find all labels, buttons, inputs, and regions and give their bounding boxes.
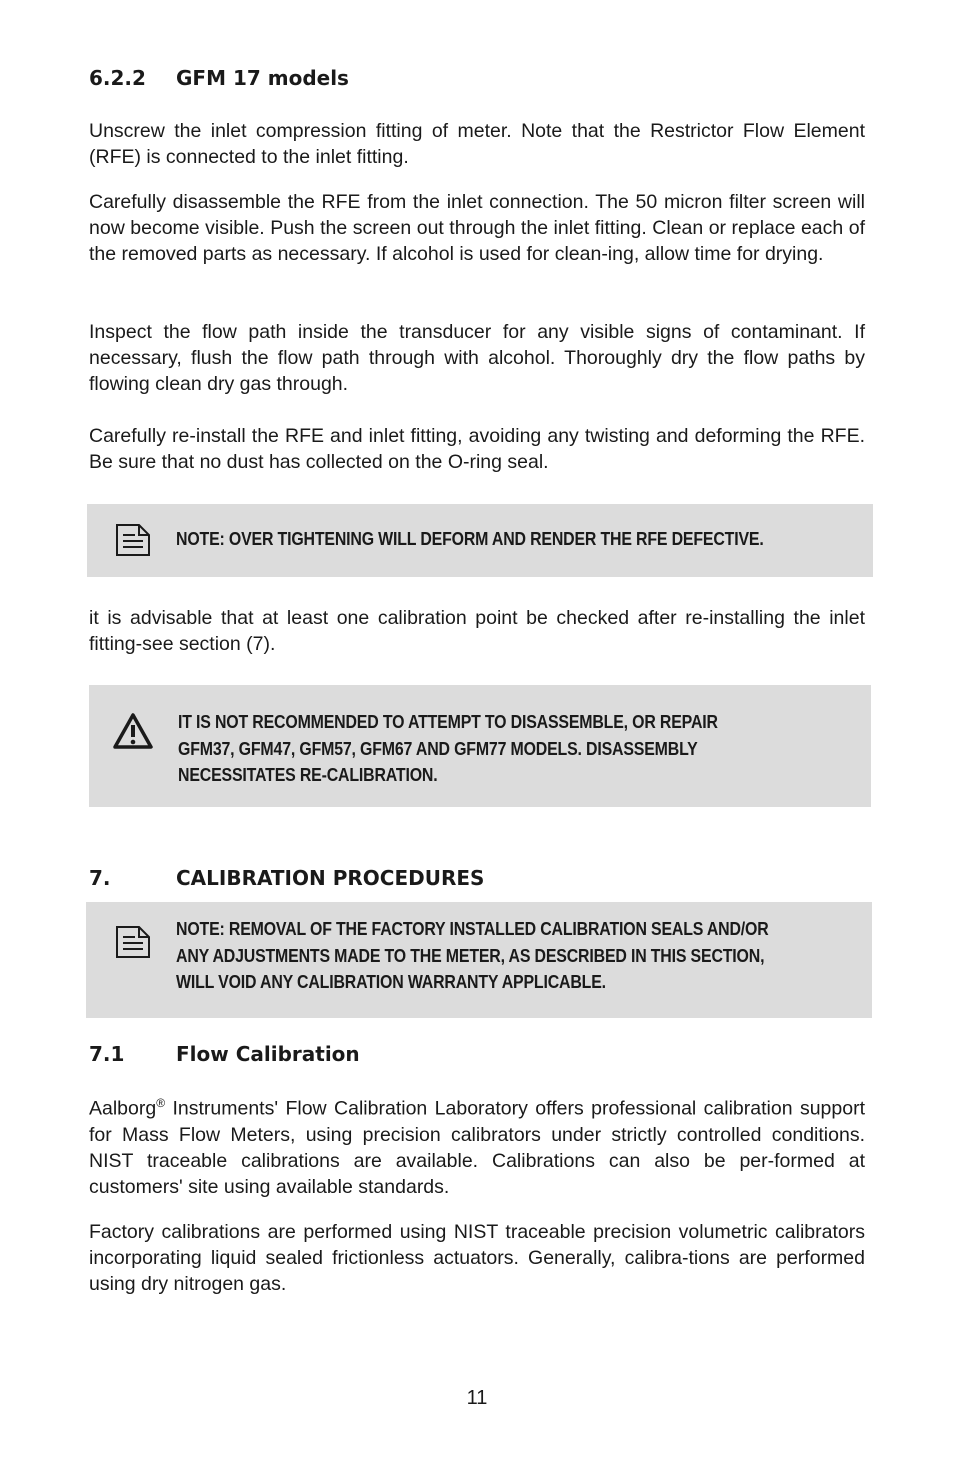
warning-line: IT IS NOT RECOMMENDED TO ATTEMPT TO DISASSEMBLE, OR REPAIR	[178, 711, 718, 732]
warning-line: NECESSITATES RE-CALIBRATION.	[178, 764, 438, 785]
section-heading-7-1	[89, 1042, 360, 1066]
note-line: ANY ADJUSTMENTS MADE TO THE METER, AS DESCRIBED IN THIS SECTION,	[176, 944, 765, 966]
note-box-rfe	[87, 504, 873, 577]
section-number: 7.	[89, 866, 111, 890]
warning-box-disassemble	[89, 685, 871, 807]
paragraph-disassemble: Carefully disassemble the RFE from the inlet connection. The 50 micron filter screen will now become visible. Push the screen out through the inlet fitting. Clean or replace each of the removed parts as necessary. If alcohol is used for clean-ing, allow time for drying.	[89, 191, 865, 265]
section-title: GFM 17 models	[176, 66, 349, 90]
paragraph-inspect: Inspect the flow path inside the transducer for any visible signs of contaminant. If necessary, flush the flow path through with alcohol. Thoroughly dry the flow paths by flowing clean dry gas through.	[89, 321, 865, 395]
section-title: CALIBRATION PROCEDURES	[176, 866, 485, 890]
page-number: 11	[466, 1387, 488, 1409]
registered-mark: ®	[156, 1096, 166, 1110]
note-line: NOTE: OVER TIGHTENING WILL DEFORM AND RENDER THE RFE DEFECTIVE.	[176, 528, 764, 549]
section-heading-7	[89, 866, 484, 890]
paragraph-text: Instruments' Flow Calibration Laboratory offers professional calibration support for Mass Flow Meters, using precision calibrators under strictly controlled conditions. NIST traceable calibrations are available. Calibrations can also be per-formed at customers' site using available standards.	[89, 1097, 865, 1198]
note-text	[176, 916, 769, 996]
paragraph-aalborg-lab	[89, 1090, 865, 1200]
note-icon	[115, 925, 151, 959]
warning-text	[178, 709, 718, 789]
paragraph-advisable: it is advisable that at least one calibration point be checked after re-installing the inlet fitting-see section (7).	[89, 607, 865, 655]
note-icon	[115, 523, 151, 557]
section-title: Flow Calibration	[176, 1042, 360, 1066]
brand-name: Aalborg	[89, 1097, 157, 1120]
warning-icon	[112, 712, 154, 750]
section-number: 7.1	[89, 1042, 125, 1066]
paragraph-factory-calibrations: Factory calibrations are performed using NIST traceable precision volumetric calibrators incorporating liquid sealed frictionless actuators. Generally, calibra-tions are performed using dry nitrogen gas.	[89, 1221, 865, 1295]
section-heading-6-2-2	[89, 66, 349, 90]
note-box-calibration	[86, 902, 872, 1018]
note-text	[176, 526, 764, 553]
note-line: NOTE: REMOVAL OF THE FACTORY INSTALLED CALIBRATION SEALS AND/OR	[176, 918, 769, 939]
warning-line: GFM37, GFM47, GFM57, GFM67 AND GFM77 MODELS. DISASSEMBLY	[178, 737, 698, 759]
note-line: WILL VOID ANY CALIBRATION WARRANTY APPLICABLE.	[176, 971, 606, 992]
paragraph-reinstall: Carefully re-install the RFE and inlet fitting, avoiding any twisting and deforming the RFE. Be sure that no dust has collected on the O-ring seal.	[89, 425, 865, 473]
section-number: 6.2.2	[89, 66, 146, 90]
paragraph-unscrew: Unscrew the inlet compression fitting of meter. Note that the Restrictor Flow Element (RFE) is connected to the inlet fitting.	[89, 120, 865, 168]
